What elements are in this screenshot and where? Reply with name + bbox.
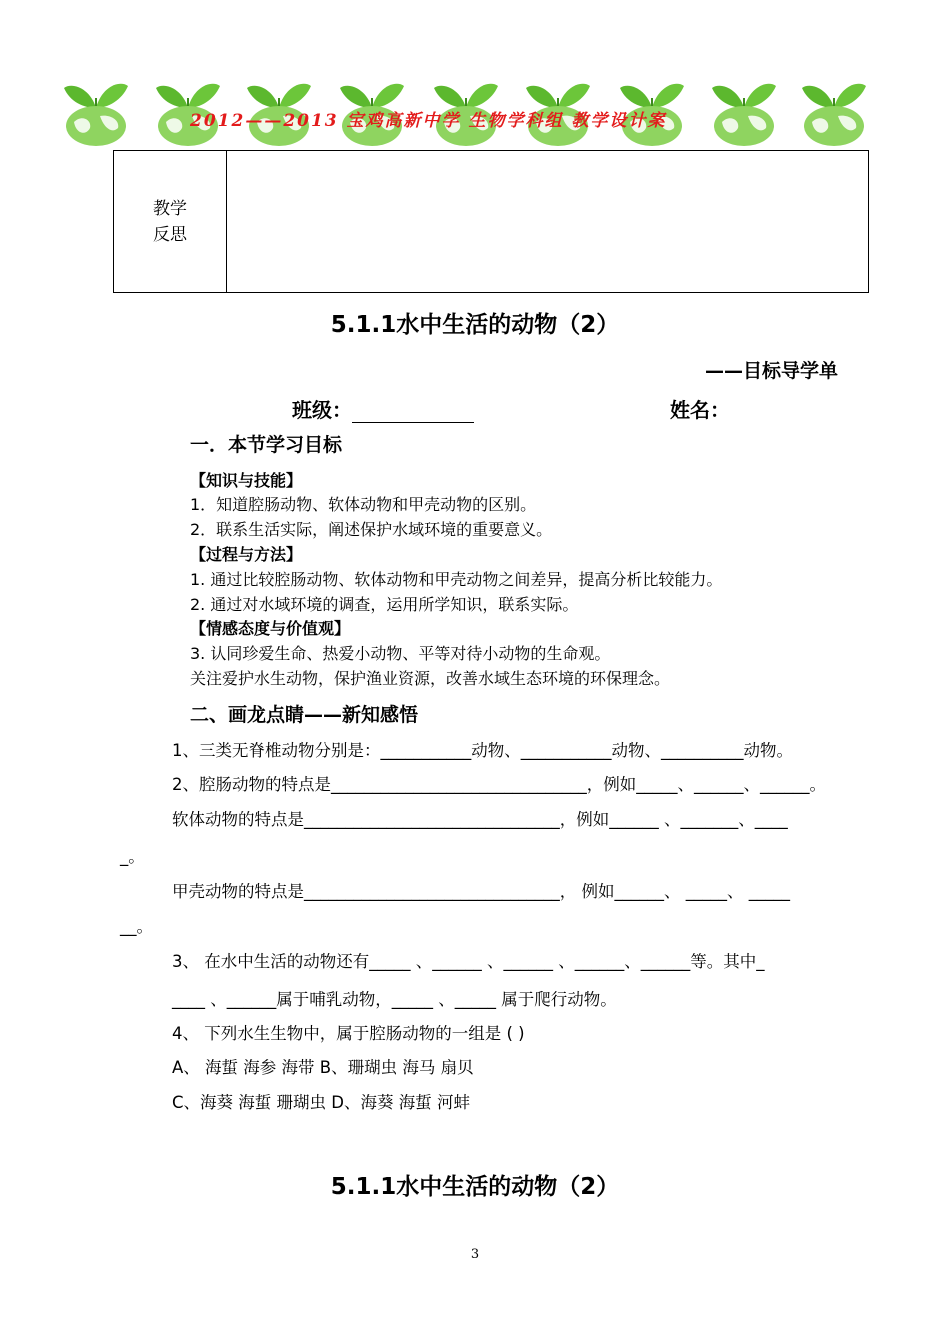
name-label: 姓名：: [670, 398, 730, 422]
question-3b: ____ 、______属于哺乳动物，_____ 、_____ 属于爬行动物。: [172, 990, 617, 1009]
class-label: 班级：: [292, 398, 352, 422]
emotion-item-2: 关注爱护水生动物，保护渔业资源，改善水域生态环境的环保理念。: [190, 669, 671, 688]
question-2b: 软体动物的特点是_______________________________，例如______ 、_______、____: [172, 810, 788, 829]
question-2c: 甲壳动物的特点是_______________________________， 例如______、 _____、 _____: [172, 882, 790, 901]
reflection-content-cell[interactable]: [227, 151, 868, 292]
banner-title: 2012——2013 宝鸡高新中学 生物学科组 教学设计案: [190, 111, 667, 131]
reflection-label-line2: 反思: [153, 224, 187, 245]
reflection-label: [114, 151, 227, 292]
emotion-item-1: 3. 认同珍爱生命、热爱小动物、平等对待小动物的生命观。: [190, 644, 611, 663]
emotion-label: 【情感态度与价值观】: [190, 619, 351, 638]
class-blank[interactable]: [352, 402, 474, 423]
section2-heading: 二、画龙点睛——新知感悟: [190, 704, 419, 726]
reflection-table: [113, 150, 869, 293]
class-field: [292, 394, 474, 423]
page-subtitle: ——目标导学单: [704, 360, 838, 382]
header-banner: [60, 68, 872, 148]
page-title-2: 5.1.1水中生活的动物（2）: [330, 1174, 620, 1200]
question-4: 4、 下列水生生物中，属于腔肠动物的一组是 ( ): [172, 1024, 525, 1043]
process-item-2: 2. 通过对水域环境的调查，运用所学知识，联系实际。: [190, 595, 579, 614]
option-c-d: C、海葵 海蜇 珊瑚虫 D、海葵 海蜇 河蚌: [172, 1093, 470, 1112]
question-3a: 3、 在水中生活的动物还有_____ 、______ 、______ 、______、______等。其中_: [172, 952, 765, 971]
reflection-label-line1: 教学: [153, 198, 187, 219]
knowledge-label: 【知识与技能】: [190, 471, 303, 490]
option-a-b: A、 海蜇 海参 海带 B、珊瑚虫 海马 扇贝: [172, 1058, 474, 1077]
page-title: 5.1.1水中生活的动物（2）: [330, 312, 620, 338]
process-item-1: 1. 通过比较腔肠动物、软体动物和甲壳动物之间差异，提高分析比较能力。: [190, 570, 723, 589]
question-1: 1、三类无脊椎动物分别是：___________动物、___________动物、__________动物。: [172, 741, 793, 760]
knowledge-item-2: 2．联系生活实际，阐述保护水域环境的重要意义。: [190, 520, 553, 539]
question-2c-cont: __。: [120, 917, 153, 936]
question-2b-cont: _。: [120, 847, 145, 866]
leaf-globe-icon: [60, 68, 132, 148]
page-number: 3: [470, 1247, 480, 1262]
section1-heading: 一．本节学习目标: [190, 434, 343, 456]
question-2a: 2、腔肠动物的特点是_______________________________，例如_____、______、______。: [172, 775, 826, 794]
knowledge-item-1: 1．知道腔肠动物、软体动物和甲壳动物的区别。: [190, 495, 537, 514]
process-label: 【过程与方法】: [190, 545, 303, 564]
